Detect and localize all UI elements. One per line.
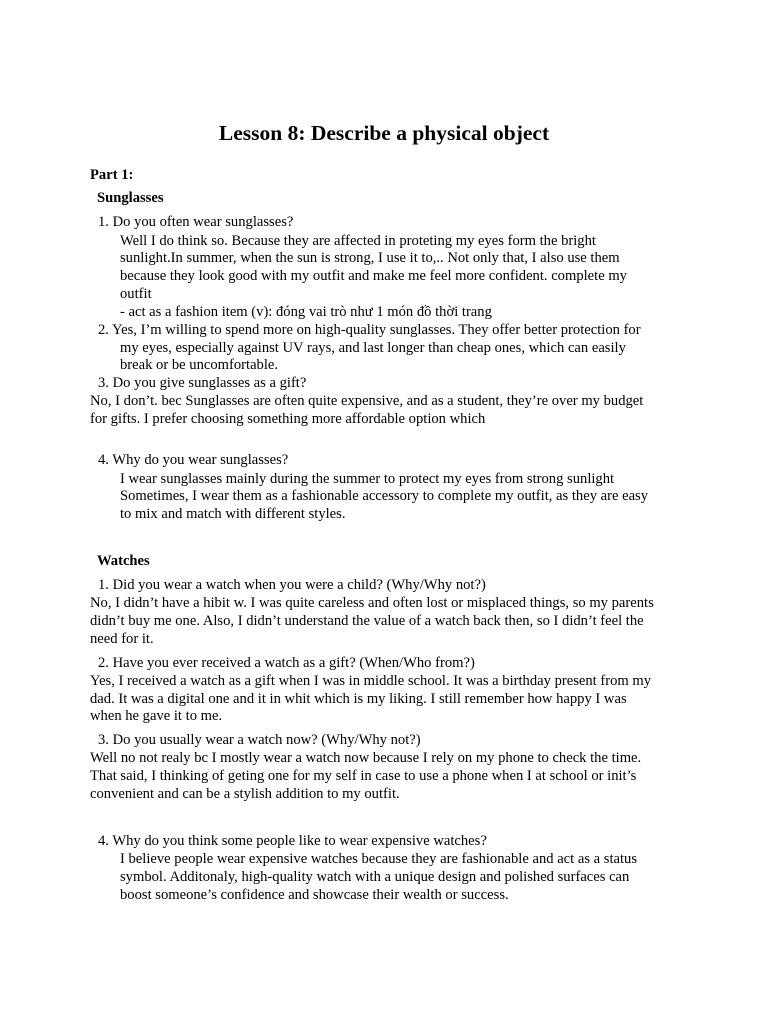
answer-line: Sometimes, I wear them as a fashionable accessory to complete my outfit, as they are easy xyxy=(120,488,649,504)
answer-line: for gifts. I prefer choosing something more affordable option which xyxy=(90,411,486,427)
page-title: Lesson 8: Describe a physical object xyxy=(218,121,550,145)
answer-2: 2. Yes, I’m willing to spend more on high-quality sunglasses. They offer better protection for xyxy=(98,322,641,338)
answer-line: sunlight.In summer, when the sun is strong, I use it to,.. Not only that, I also use them xyxy=(120,250,620,266)
answer-line: to mix and match with different styles. xyxy=(120,506,346,522)
answer-line: That said, I thinking of geting one for my self in case to use a phone when I at school or init’s xyxy=(90,768,637,784)
answer-line: need for it. xyxy=(90,631,154,647)
answer-line: No, I didn’t have a hibit w. I was quite careless and often lost or misplaced things, so my parents xyxy=(90,595,654,611)
section-heading-watches: Watches xyxy=(97,553,150,569)
answer-line: because they look good with my outfit and make me feel more confident. complete my xyxy=(120,268,627,284)
answer-line: Yes, I received a watch as a gift when I was in middle school. It was a birthday present from my xyxy=(90,673,652,689)
answer-line: dad. It was a digital one and it in whit which is my liking. I still remember how happy I was xyxy=(90,691,627,707)
question-3: 3. Do you give sunglasses as a gift? xyxy=(98,375,307,391)
section-heading-sunglasses: Sunglasses xyxy=(97,190,164,206)
answer-line: I believe people wear expensive watches because they are fashionable and act as a status xyxy=(120,851,638,867)
answer-line: Well no not realy bc I mostly wear a watch now because I rely on my phone to check the time. xyxy=(90,750,642,766)
question-4: 4. Why do you think some people like to wear expensive watches? xyxy=(98,833,487,849)
answer-line: No, I don’t. bec Sunglasses are often quite expensive, and as a student, they’re over my budget xyxy=(90,393,644,409)
answer-line: when he gave it to me. xyxy=(90,708,223,724)
question-3: 3. Do you usually wear a watch now? (Why/Why not?) xyxy=(98,732,421,748)
answer-line: boost someone’s confidence and showcase their wealth or success. xyxy=(120,887,509,903)
part-label: Part 1: xyxy=(90,167,134,183)
answer-line: my eyes, especially against UV rays, and last longer than cheap ones, which can easily xyxy=(120,340,626,356)
vocab-note: - act as a fashion item (v): đóng vai trò như 1 món đồ thời trang xyxy=(120,304,492,320)
answer-line: didn’t buy me one. Also, I didn’t understand the value of a watch back then, so I didn’t feel the xyxy=(90,613,644,629)
answer-line: Well I do think so. Because they are affected in proteting my eyes form the bright xyxy=(120,233,596,249)
answer-line: symbol. Additonaly, high-quality watch with a unique design and polished surfaces can xyxy=(120,869,630,885)
question-1: 1. Do you often wear sunglasses? xyxy=(98,214,294,230)
answer-line: outfit xyxy=(120,286,152,302)
question-4: 4. Why do you wear sunglasses? xyxy=(98,452,289,468)
answer-line: break or be uncomfortable. xyxy=(120,357,279,373)
answer-line: convenient and can be a stylish addition to my outfit. xyxy=(90,786,400,802)
question-2: 2. Have you ever received a watch as a gift? (When/Who from?) xyxy=(98,655,475,671)
question-1: 1. Did you wear a watch when you were a child? (Why/Why not?) xyxy=(98,577,486,593)
answer-line: I wear sunglasses mainly during the summer to protect my eyes from strong sunlight xyxy=(120,471,615,487)
